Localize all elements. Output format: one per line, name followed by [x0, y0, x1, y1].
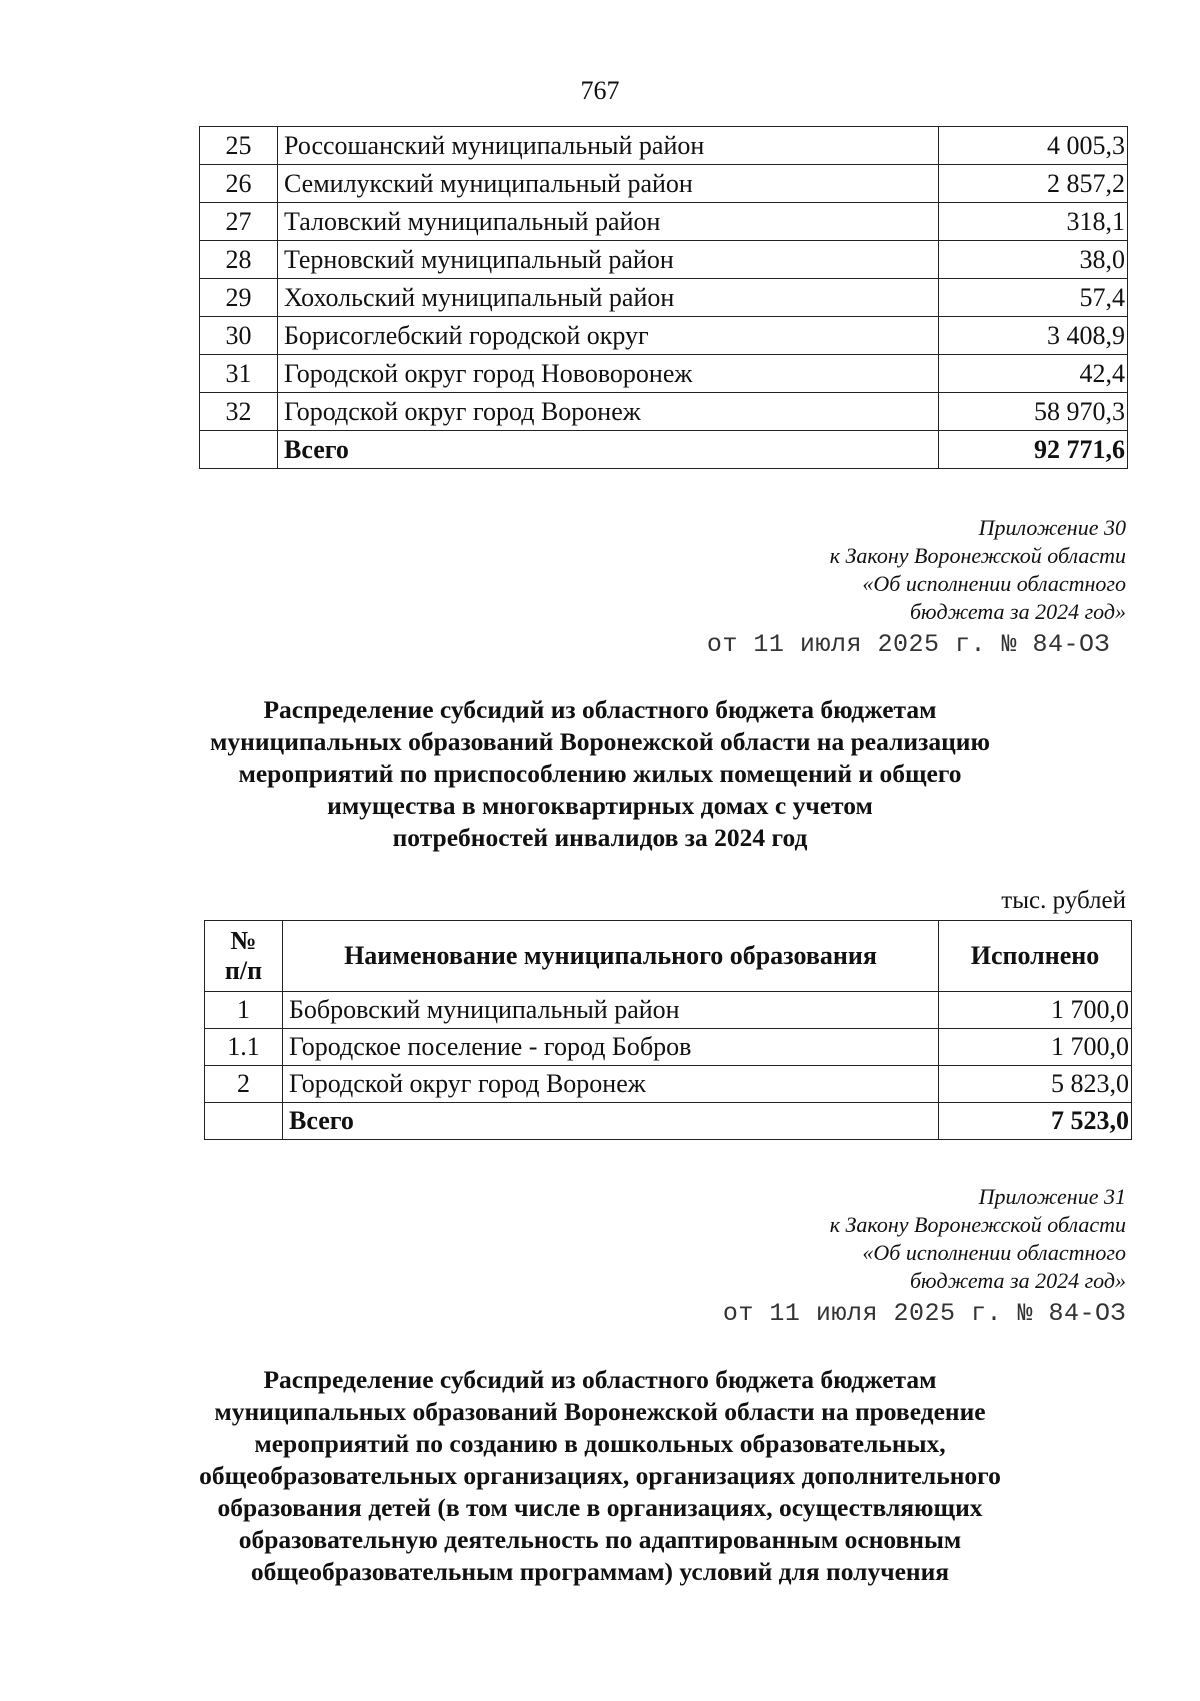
amount: 1 700,0: [939, 992, 1132, 1029]
table-row: [200, 241, 1128, 279]
total-row: [205, 1103, 1132, 1140]
amount: 1 700,0: [939, 1029, 1132, 1066]
municipality-name: Хохольский муниципальный район: [278, 279, 939, 317]
heading-line: общеобразовательным программам) условий для получения: [250, 1557, 950, 1586]
heading-line: образовательную деятельность по адаптированным основным: [238, 1525, 962, 1554]
empty-cell: [200, 431, 278, 469]
header-number: [205, 921, 283, 992]
heading-appendix-30: [150, 694, 1050, 854]
heading-line: общеобразовательных организациях, организациях дополнительного: [199, 1461, 1001, 1490]
table-row: [200, 393, 1128, 431]
row-number: 29: [200, 279, 278, 317]
table-header-row: [205, 921, 1132, 992]
row-number: 2: [205, 1066, 283, 1103]
row-number: 1.1: [205, 1029, 283, 1066]
appendix-line: бюджета за 2024 год»: [909, 599, 1126, 624]
row-number: 26: [200, 165, 278, 203]
amount: 58 970,3: [939, 393, 1128, 431]
row-number: 1: [205, 992, 283, 1029]
heading-line: муниципальных образований Воронежской области на реализацию: [210, 727, 990, 756]
appendix-31-caption: [626, 1183, 1126, 1295]
appendix-line: «Об исполнении областного: [862, 571, 1126, 596]
table-row: [200, 203, 1128, 241]
municipality-name: Городской округ город Воронеж: [278, 393, 939, 431]
appendix-30-caption: [626, 514, 1126, 626]
amount: 42,4: [939, 355, 1128, 393]
table-row: [200, 165, 1128, 203]
municipality-name: Россошанский муниципальный район: [278, 127, 939, 165]
table-row: [200, 317, 1128, 355]
amount: 57,4: [939, 279, 1128, 317]
table-row: [205, 1029, 1132, 1066]
municipality-name: Городское поселение - город Бобров: [283, 1029, 939, 1066]
row-number: 31: [200, 355, 278, 393]
total-label: Всего: [278, 431, 939, 469]
unit-label: тыс. рублей: [1001, 887, 1126, 914]
amount: 5 823,0: [939, 1066, 1132, 1103]
header-number-line: №: [230, 926, 257, 955]
appendix-line: Приложение 30: [978, 515, 1126, 540]
appendix-line: «Об исполнении областного: [862, 1240, 1126, 1265]
amount: 2 857,2: [939, 165, 1128, 203]
row-number: 27: [200, 203, 278, 241]
heading-line: муниципальных образований Воронежской области на проведение: [214, 1397, 986, 1426]
heading-line: Распределение субсидий из областного бюджета бюджетам: [263, 695, 937, 724]
page-number: 767: [580, 76, 620, 105]
table-row: [205, 992, 1132, 1029]
heading-line: потребностей инвалидов за 2024 год: [392, 823, 808, 852]
row-number: 30: [200, 317, 278, 355]
table-row: [200, 279, 1128, 317]
municipality-name: Борисоглебский городской округ: [278, 317, 939, 355]
heading-line: Распределение субсидий из областного бюджета бюджетам: [263, 1365, 937, 1394]
municipality-name: Городской округ город Нововоронеж: [278, 355, 939, 393]
amount: 3 408,9: [939, 317, 1128, 355]
header-value: Исполнено: [939, 921, 1132, 992]
municipality-name: Бобровский муниципальный район: [283, 992, 939, 1029]
total-amount: 7 523,0: [939, 1103, 1132, 1140]
total-row: [200, 431, 1128, 469]
appendix-line: бюджета за 2024 год»: [909, 1268, 1126, 1293]
heading-line: мероприятий по созданию в дошкольных образовательных,: [254, 1429, 946, 1458]
header-number-line: п/п: [224, 956, 263, 985]
amount: 38,0: [939, 241, 1128, 279]
heading-line: мероприятий по приспособлению жилых помещений и общего: [238, 759, 962, 788]
heading-line: имущества в многоквартирных домах с учетом: [327, 791, 873, 820]
appendix-line: к Закону Воронежской области: [829, 1212, 1126, 1237]
total-label: Всего: [283, 1103, 939, 1140]
table-row: [200, 355, 1128, 393]
appendix-line: Приложение 31: [978, 1184, 1126, 1209]
subsidy-table-continuation: [199, 126, 1128, 469]
law-date-stamp: от 11 июля 2025 г. № 84-ОЗ: [706, 630, 1110, 659]
table-row: [200, 127, 1128, 165]
amount: 318,1: [939, 203, 1128, 241]
empty-cell: [205, 1103, 283, 1140]
municipality-name: Городской округ город Воронеж: [283, 1066, 939, 1103]
municipality-name: Терновский муниципальный район: [278, 241, 939, 279]
header-name: Наименование муниципального образования: [283, 921, 939, 992]
total-amount: 92 771,6: [939, 431, 1128, 469]
row-number: 28: [200, 241, 278, 279]
subsidy-table-appendix-30: [204, 920, 1132, 1140]
amount: 4 005,3: [939, 127, 1128, 165]
appendix-line: к Закону Воронежской области: [829, 543, 1126, 568]
row-number: 25: [200, 127, 278, 165]
municipality-name: Таловский муниципальный район: [278, 203, 939, 241]
table-row: [205, 1066, 1132, 1103]
row-number: 32: [200, 393, 278, 431]
heading-line: образования детей (в том числе в организациях, осуществляющих: [217, 1493, 983, 1522]
heading-appendix-31: [150, 1364, 1050, 1588]
law-date-stamp: от 11 июля 2025 г. № 84-ОЗ: [722, 1299, 1126, 1328]
municipality-name: Семилукский муниципальный район: [278, 165, 939, 203]
